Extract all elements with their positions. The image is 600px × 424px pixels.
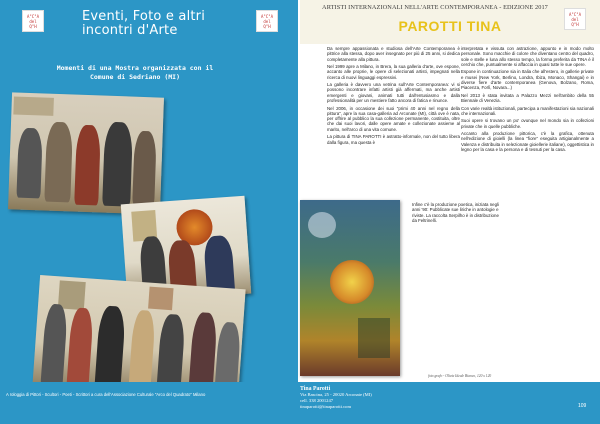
footer-publication-note: A rologgia di Pittori - Scultori - Poeti - Scrittori a cura dell'Associazione Culturale "Arco del Quadrato" Milano <box>6 392 206 397</box>
logo-line: del <box>29 19 37 24</box>
logo-line: Q"H <box>29 24 37 29</box>
paragraph: Nel 1999 apre a Milano, in Brera, la sua galleria d'arte, ove espone, accanto alle proprie, le opere di selezionati artisti, impegnati nella ricerca di nuovi linguaggi espressivi. <box>327 64 460 80</box>
article-header <box>300 0 600 44</box>
logo-header <box>564 8 586 30</box>
paragraph: Nel 2013 è stata invitata a Palazzo Mezzi nell'ambito della 55 Biennale di Venezia. <box>461 92 594 104</box>
photo-caption: Momenti di una Mostra organizzata con il Comune di Sedriano (MI) <box>56 64 214 81</box>
paragraph: interpretata e vissuta con astrazione, appunto e in modo molto personale. Sono macchie di colore che diventano centro del quadro, sole e stelle e luna allo stesso tempo, la forma preferita da TINA è il cerchio che, puntualmente si affaccia in quasi tutte le sue opere. <box>461 46 594 67</box>
paragraph: Nel 2006, in occasione dei suoi "primi 40 anni nel regno della pittura", apre la sua casa-galleria ad Arconate (MI), città ove è nata, per offrire al pubblico la sua collezione permanente, costituita, oltre che dai suoi lavori, dalle opere amate e collezionate assieme al marito, nell'arco di una vita comune. <box>327 105 460 132</box>
paragraph: Suoi opere si trovano un po' ovunque nel mondo sia in collezioni private che in quelle pubbliche. <box>461 118 594 129</box>
paragraph: Accanto alla produzione pittorica, c'è la grafica, ottenuta nell'edizione di gioielli (la linea "fiore" eseguita artigianalmente a Valenza e distribuita in selezionate gioiellerie italiane), oggettistica in legno per la casa e la persona e di tessuti per la casa. <box>461 131 594 152</box>
article-column-2 <box>461 46 594 154</box>
page-number: 109 <box>578 403 587 409</box>
logo-line: del <box>571 17 579 22</box>
poetry-note: Infine c'è la produzione poetica, iniziata negli anni '90: Pubblicate sue liriche in antologie e riviste. La raccolta Serpilho è in distribuzione da Feltrinelli. <box>412 202 500 223</box>
logo-line: Q"H <box>571 22 579 27</box>
edition-subtitle: ARTISTI INTERNAZIONALI NELL'ARTE CONTEMPORANEA - EDIZIONE 2017 <box>322 4 548 11</box>
paragraph: Espone in continuazione sia in Italia che all'estero, in gallerie private e musei (New York, Berlino, Londra, Ibiza, Monaco, Shangai) e in diverse fiere d'arte contemporanea (Genova, Bolzano, Roma, Piacenza, Forlì, Novara...) <box>461 69 594 91</box>
contact-email[interactable]: tinaparotti@tinaparotti.com <box>300 404 352 409</box>
contact-address: Via Bascina, 25 - 20020 Arconate (MI) <box>300 392 372 397</box>
section-title: Eventi, Foto e altri incontri d'Arte <box>82 9 206 38</box>
paragraph: Da sempre appassionata e studiosa dell'Arte Contemporanea è pittrice alla stessa, dopo aver insegnato per più di 25 anni, si dedica completamente alla pittura. <box>327 46 460 62</box>
contact-phone: cell. 338 2001247 <box>300 398 334 403</box>
logo-line: del <box>263 19 271 24</box>
paragraph: Con varie realtà istituzionali, partecipa a manifestazioni sia nazionali che internazionali. <box>461 105 594 116</box>
contact-name: Tina Parotti <box>300 386 331 392</box>
logo-line: A"C"A <box>260 14 274 19</box>
logo-line: Q"H <box>263 24 271 29</box>
paragraph: La galleria è davvero una vetrina sull'Arte Contemporanea: vi si possono incontrare infatti artisti già affermati, ma anche artisti emergenti e giovani, animati tutti dall'entusiasmo e dalla professionalità per un mestiere fatto ancora di fatica e rinunce. <box>327 82 460 104</box>
artist-contact <box>300 386 420 410</box>
logo-line: A"C"A <box>568 12 582 17</box>
artwork-image <box>300 200 400 376</box>
left-page <box>0 0 298 424</box>
article-column-1 <box>327 46 460 147</box>
paragraph: La pittura di TINA PAROTTI è astratto-informale, non del tutto libera dalla figura, ma questa è <box>327 134 460 145</box>
logo-line: A"C"A <box>26 14 40 19</box>
artist-name: PAROTTI TINA <box>398 18 502 34</box>
event-photo-1 <box>8 92 164 214</box>
logo-right <box>256 10 278 32</box>
image-credit: foto grafo - Olivia Ideale Bianco, 120 x 120 <box>428 374 492 378</box>
logo-left <box>22 10 44 32</box>
